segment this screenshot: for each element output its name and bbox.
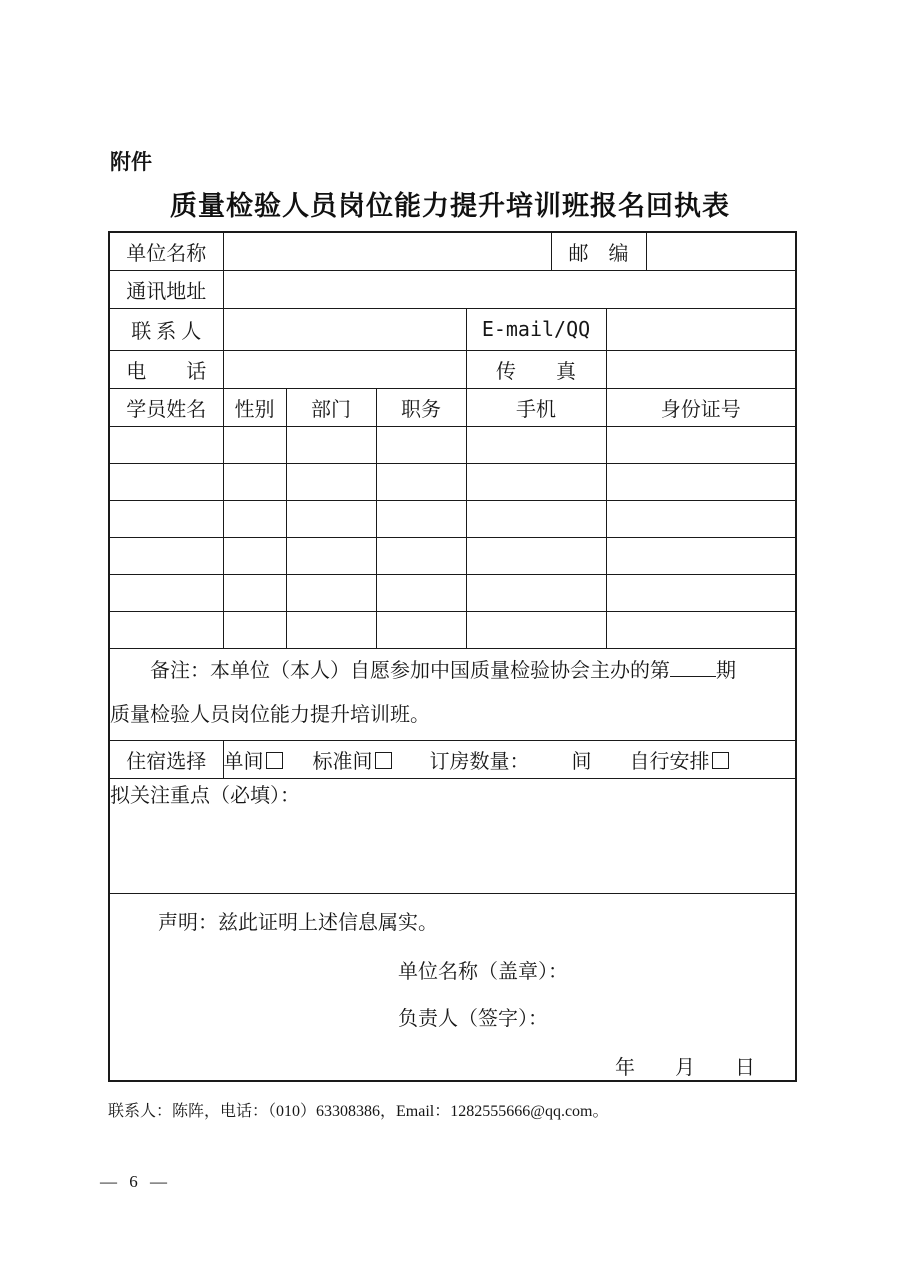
student-empty-row <box>109 611 796 648</box>
remark-text-after-blank: 期 <box>716 659 736 682</box>
remark-line1 <box>110 649 795 693</box>
accommodation-row <box>109 740 796 778</box>
footer-contact-line: 联系人：陈阵，电话：（010）63308386，Email：1282555666@qq.com。 <box>108 1102 609 1120</box>
remark-text-before-blank: 本单位（本人）自愿参加中国质量检验协会主办的第 <box>210 659 670 682</box>
student-empty-row <box>109 500 796 537</box>
remark-label: 备注： <box>150 659 210 682</box>
single-room-label: 单间 <box>223 750 264 773</box>
standard-room-checkbox <box>375 752 392 769</box>
declaration-statement: 声明：兹此证明上述信息属实。 <box>158 911 438 934</box>
gender-header: 性别 <box>223 388 286 426</box>
contact-person-label: 联 系 人 <box>109 308 223 350</box>
page-title: 质量检验人员岗位能力提升培训班报名回执表 <box>170 191 730 221</box>
address-label: 通讯地址 <box>109 270 223 308</box>
self-arrange-label: 自行安排 <box>629 750 710 773</box>
page-number: — 6 — <box>100 1172 171 1191</box>
date-label: 年 月 日 <box>615 1056 755 1079</box>
period-blank-line <box>670 658 716 677</box>
postal-code-label: 邮 编 <box>551 232 646 270</box>
unit-seal-label: 单位名称（盖章）： <box>398 960 568 983</box>
student-empty-row <box>109 537 796 574</box>
id-number-header: 身份证号 <box>606 388 796 426</box>
position-header: 职务 <box>376 388 466 426</box>
phone-label: 电 话 <box>109 350 223 388</box>
attachment-label: 附件 <box>110 151 152 174</box>
declaration-cell <box>109 893 796 1081</box>
student-empty-row <box>109 574 796 611</box>
student-empty-row <box>109 426 796 463</box>
standard-room-label: 标准间 <box>312 750 373 773</box>
postal-code-value-cell <box>646 232 796 270</box>
row-unit-name <box>109 232 796 270</box>
remark-row <box>109 648 796 740</box>
registration-form-table <box>108 231 797 1082</box>
focus-row <box>109 778 796 893</box>
accommodation-label: 住宿选择 <box>109 740 223 778</box>
contact-person-value-cell <box>223 308 466 350</box>
booking-quantity-label: 订房数量： <box>429 750 530 773</box>
declaration-row <box>109 893 796 1081</box>
responsible-sign-label: 负责人（签字）： <box>398 1007 548 1030</box>
address-value-cell <box>223 270 796 308</box>
remark-cell <box>109 648 796 740</box>
row-phone <box>109 350 796 388</box>
row-address <box>109 270 796 308</box>
unit-name-label: 单位名称 <box>109 232 223 270</box>
email-qq-label: E-mail/QQ <box>466 308 606 350</box>
remark-line2: 质量检验人员岗位能力提升培训班。 <box>110 703 430 726</box>
email-qq-value-cell <box>606 308 796 350</box>
phone-value-cell <box>223 350 466 388</box>
student-empty-row <box>109 463 796 500</box>
mobile-header: 手机 <box>466 388 606 426</box>
student-name-header: 学员姓名 <box>109 388 223 426</box>
focus-cell <box>109 778 796 893</box>
booking-quantity-unit: 间 <box>571 750 592 773</box>
fax-value-cell <box>606 350 796 388</box>
fax-label: 传 真 <box>466 350 606 388</box>
department-header: 部门 <box>286 388 376 426</box>
unit-name-value-cell <box>223 232 551 270</box>
students-header-row <box>109 388 796 426</box>
single-room-checkbox <box>266 752 283 769</box>
row-contact-person <box>109 308 796 350</box>
focus-label: 拟关注重点（必填）： <box>110 784 300 807</box>
self-arrange-checkbox <box>712 752 729 769</box>
accommodation-options-cell <box>223 740 796 778</box>
